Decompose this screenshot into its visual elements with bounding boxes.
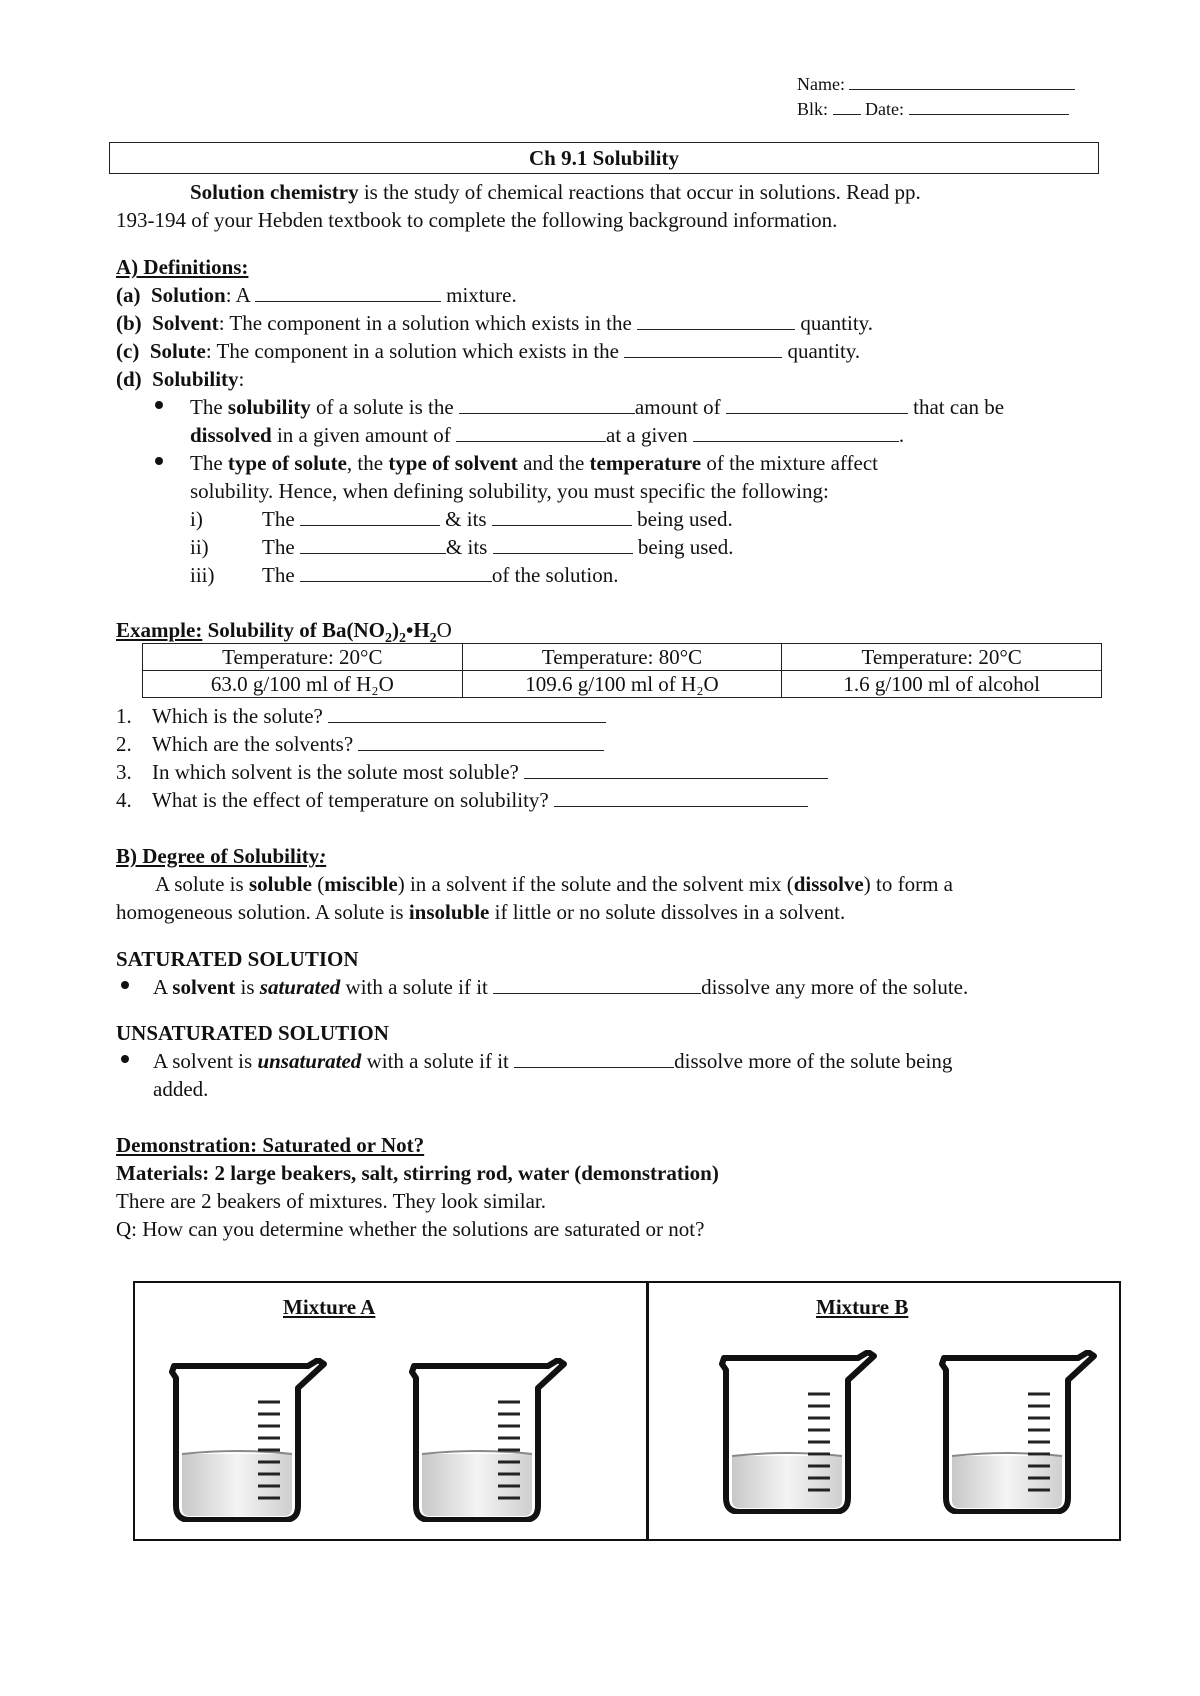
- blank-solute[interactable]: [624, 339, 782, 358]
- name-line: Name:: [797, 72, 1075, 96]
- beaker-icon: [168, 1358, 330, 1522]
- table-header-cell: Temperature: 20°C: [143, 644, 463, 671]
- title-box: [109, 142, 1099, 174]
- definition-d: (d) Solubility:: [116, 367, 245, 391]
- beaker-icon: [938, 1350, 1100, 1514]
- unsaturated-definition-line-2: added.: [153, 1077, 209, 1101]
- date-blank[interactable]: [909, 98, 1069, 115]
- section-b-heading: B) Degree of Solubility:: [116, 844, 327, 868]
- table-row: [143, 644, 1102, 671]
- saturated-heading: SATURATED SOLUTION: [116, 947, 359, 971]
- list-item: ii): [190, 535, 209, 559]
- question-4: 4. What is the effect of temperature on solubility?: [116, 786, 808, 814]
- blank-item-ii-b[interactable]: [493, 535, 633, 554]
- blank-amount[interactable]: [459, 395, 635, 414]
- divider: [646, 1283, 649, 1539]
- solubility-table: [142, 643, 1102, 698]
- example-heading: Example: Solubility of $Ba(NO_2)_2•H_2O$: [116, 618, 452, 647]
- blank-item-ii-a[interactable]: [300, 535, 446, 554]
- answer-blank-1[interactable]: [328, 704, 606, 723]
- table-row: [143, 671, 1102, 698]
- blk-date-line: Blk: Date:: [797, 97, 1069, 121]
- bullet-icon: [121, 981, 129, 989]
- answer-blank-3[interactable]: [524, 760, 828, 779]
- blank-item-i-b[interactable]: [492, 507, 632, 526]
- table-cell: 109.6 g/100 ml of H₂O: [462, 671, 782, 698]
- unsaturated-heading: UNSATURATED SOLUTION: [116, 1021, 389, 1045]
- question-3: 3. In which solvent is the solute most soluble?: [116, 758, 828, 786]
- section-b-paragraph-2: homogeneous solution. A solute is insoluble if little or no solute dissolves in a solvent.: [116, 900, 846, 924]
- blank-solvent[interactable]: [637, 311, 795, 330]
- solubility-bullet-1-line-2: dissolved in a given amount of at a given .: [190, 423, 905, 447]
- blank-item-i-a[interactable]: [300, 507, 440, 526]
- solubility-bullet-2: The type of solute, the type of solvent and the temperature of the mixture affect: [190, 451, 878, 475]
- answer-blank-4[interactable]: [554, 788, 808, 807]
- question-2: 2. Which are the solvents?: [116, 730, 604, 758]
- intro-line-2: 193-194 of your Hebden textbook to complete the following background information.: [116, 208, 838, 232]
- blank-saturated[interactable]: [493, 975, 701, 994]
- question-1: 1. Which is the solute?: [116, 702, 606, 730]
- section-a-heading: A) Definitions:: [116, 255, 249, 279]
- beaker-icon: [408, 1358, 570, 1522]
- blank-solute-type[interactable]: [726, 395, 908, 414]
- definition-c: (c) Solute: The component in a solution which exists in the quantity.: [116, 339, 861, 363]
- blk-blank[interactable]: [833, 98, 861, 115]
- table-cell: 1.6 g/100 ml of alcohol: [782, 671, 1102, 698]
- table-header-cell: Temperature: 80°C: [462, 644, 782, 671]
- definition-a: (a) Solution: A mixture.: [116, 283, 517, 307]
- beaker-icon: [718, 1350, 880, 1514]
- blank-given[interactable]: [693, 423, 899, 442]
- answer-blank-2[interactable]: [358, 732, 604, 751]
- blank-solution[interactable]: [255, 283, 441, 302]
- list-item: iii): [190, 563, 215, 587]
- table-header-cell: Temperature: 20°C: [782, 644, 1102, 671]
- bullet-icon: [121, 1055, 129, 1063]
- unsaturated-definition: A solvent is unsaturated with a solute if it dissolve more of the solute being: [153, 1049, 953, 1073]
- solubility-bullet-2-line-2: solubility. Hence, when defining solubility, you must specific the following:: [190, 479, 829, 503]
- list-item-text: The & its being used.: [262, 535, 734, 559]
- mixture-b-label: Mixture B: [816, 1295, 909, 1319]
- list-item-text: The & its being used.: [262, 507, 733, 531]
- bullet-icon: [155, 401, 163, 409]
- name-blank[interactable]: [849, 73, 1075, 90]
- page-title: Ch 9.1 Solubility: [529, 146, 679, 170]
- blank-unsaturated[interactable]: [514, 1049, 674, 1068]
- demo-materials: Materials: 2 large beakers, salt, stirring rod, water (demonstration): [116, 1161, 719, 1185]
- demo-line-1: There are 2 beakers of mixtures. They look similar.: [116, 1189, 546, 1213]
- demo-question: Q: How can you determine whether the solutions are saturated or not?: [116, 1217, 705, 1241]
- saturated-definition: A solvent is saturated with a solute if it dissolve any more of the solute.: [153, 975, 969, 999]
- mixture-a-label: Mixture A: [283, 1295, 376, 1319]
- list-item: i): [190, 507, 203, 531]
- list-item-text: The of the solution.: [262, 563, 619, 587]
- bullet-icon: [155, 457, 163, 465]
- solubility-bullet-1: The solubility of a solute is the amount of that can be: [190, 395, 1005, 419]
- intro-line-1: Solution chemistry is the study of chemical reactions that occur in solutions. Read pp.: [190, 180, 921, 204]
- blank-given-amount[interactable]: [456, 423, 606, 442]
- definition-b: (b) Solvent: The component in a solution which exists in the quantity.: [116, 311, 874, 335]
- demo-heading: Demonstration: Saturated or Not?: [116, 1133, 425, 1157]
- section-b-paragraph-1: A solute is soluble (miscible) in a solvent if the solute and the solvent mix (dissolve) to form a: [155, 872, 953, 896]
- blank-item-iii[interactable]: [300, 563, 492, 582]
- table-cell: 63.0 g/100 ml of H₂O: [143, 671, 463, 698]
